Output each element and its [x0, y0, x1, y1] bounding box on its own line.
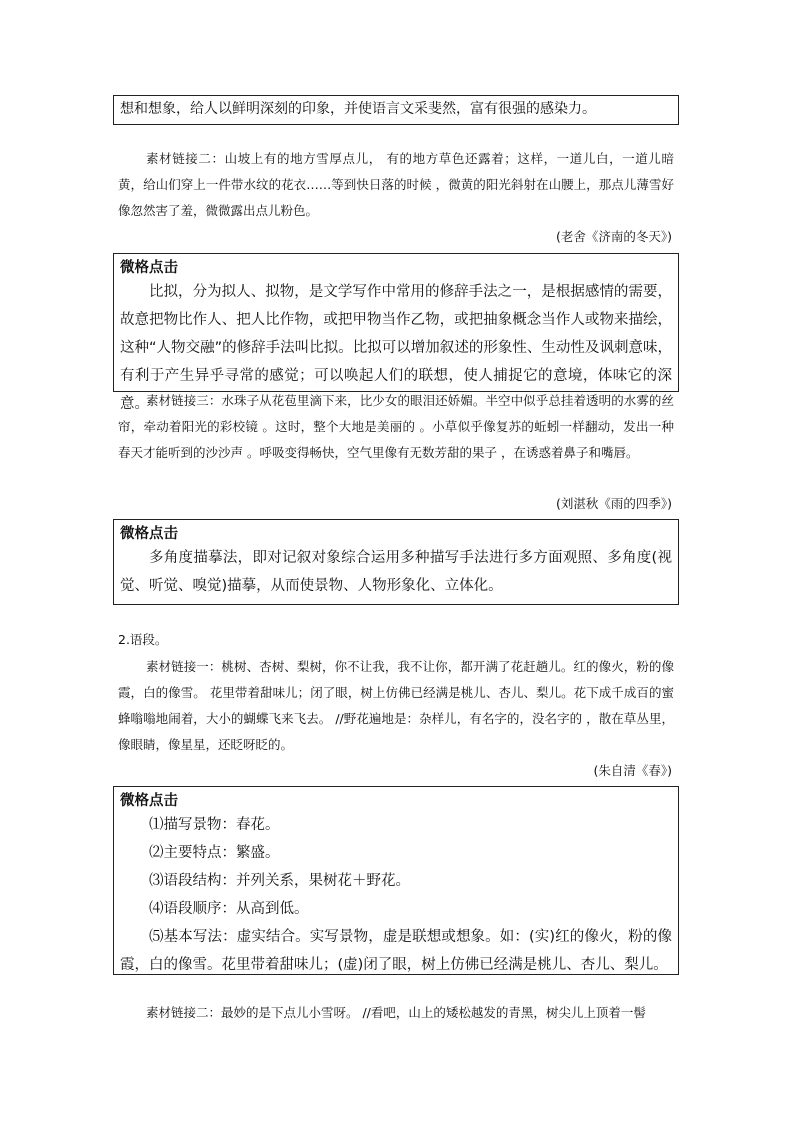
source-citation: (刘湛秋《雨的四季》) [555, 496, 672, 511]
source-citation: (朱自清《春》) [593, 763, 672, 778]
material-link-paragraph: 素材链接二：山坡上有的地方雪厚点儿， 有的地方草色还露着；这样，一道儿白，一道儿暗黄，给山们穿上一件带水纹的花衣……等到快日落的时候 ，微黄的阳光斜射在山腰上，那点儿薄雪好像忽然害了羞，微微露出点儿粉色。 [118, 151, 674, 218]
box-heading: 微格点击 [120, 526, 178, 542]
analysis-item: ⑸基本写法：虚实结合。实写景物，虚是联想或想象。如：(实)红的像火，粉的像霞，白的像雪。花里带着甜味儿；(虚)闭了眼，树上仿佛已经满是桃儿、杏儿、梨儿。 [120, 929, 672, 973]
commentary-box [113, 786, 679, 975]
source-citation: (老舍《济南的冬天》) [555, 229, 672, 244]
commentary-box [113, 253, 679, 412]
box-heading: 微格点击 [120, 260, 178, 276]
box-heading: 微格点击 [120, 793, 178, 809]
commentary-text: 多角度描摹法，即对记叙对象综合运用多种描写手法进行多方面观照、多角度(视觉、听觉、嗅觉)描摹，从而使景物、人物形象化、立体化。 [120, 550, 672, 594]
analysis-item: ⑷语段顺序：从高到低。 [149, 901, 309, 917]
commentary-box [113, 519, 679, 605]
commentary-text: 比拟，分为拟人、拟物，是文学写作中常用的修辞手法之一，是根据感情的需要，故意把物比作人、把人比作物，或把甲物当作乙物，或把抽象概念当作人或物来描绘，这种“人物交融”的修辞手法叫比拟。比拟可以增加叙述的形象性、生动性及讽刺意味，有利于产生异乎寻常的感觉；可以唤起人们的联想，使人捕捉它的意境，体味它的深意。 [120, 284, 672, 412]
commentary-text: 想和想象，给人以鲜明深刻的印象，并使语言文采斐然，富有很强的感染力。 [120, 101, 596, 117]
material-link-paragraph: 素材链接三：水珠子从花苞里滴下来，比少女的眼泪还娇媚。半空中似乎总挂着透明的水雾的丝帘，牵动着阳光的彩校镜 。这时，整个大地是美丽的 。小草似乎像复苏的蚯蚓一样翻动，发出一种春天才能听到的沙沙声 。呼吸变得畅快，空气里像有无数芳甜的果子 ，在诱惑着鼻子和嘴唇。 [118, 393, 674, 460]
analysis-item: ⑵主要特点：繁盛。 [149, 845, 280, 861]
material-link-paragraph: 素材链接二：最妙的是下点儿小雪呀。 //看吧，山上的矮松越发的青黑，树尖儿上顶着一髻 [146, 1005, 646, 1020]
commentary-box-continued [113, 95, 679, 125]
section-label: 2.语段。 [118, 632, 168, 647]
analysis-item: ⑴描写景物：春花。 [149, 817, 280, 833]
material-link-paragraph: 素材链接一：桃树、杏树、梨树，你不让我，我不让你，都开满了花赶趟儿。红的像火，粉的像霞，白的像雪。 花里带着甜味儿；闭了眼，树上仿佛已经满是桃儿、杏儿、梨儿。花下成千成百的蜜蜂嗡嗡地闹着，大小的蝴蝶飞来飞去。 //野花遍地是：杂样儿，有名字的，没名字的 ，散在草丛里，像眼睛，像星星，还眨呀眨的。 [118, 659, 674, 752]
analysis-item: ⑶语段结构：并列关系，果树花＋野花。 [149, 873, 410, 889]
